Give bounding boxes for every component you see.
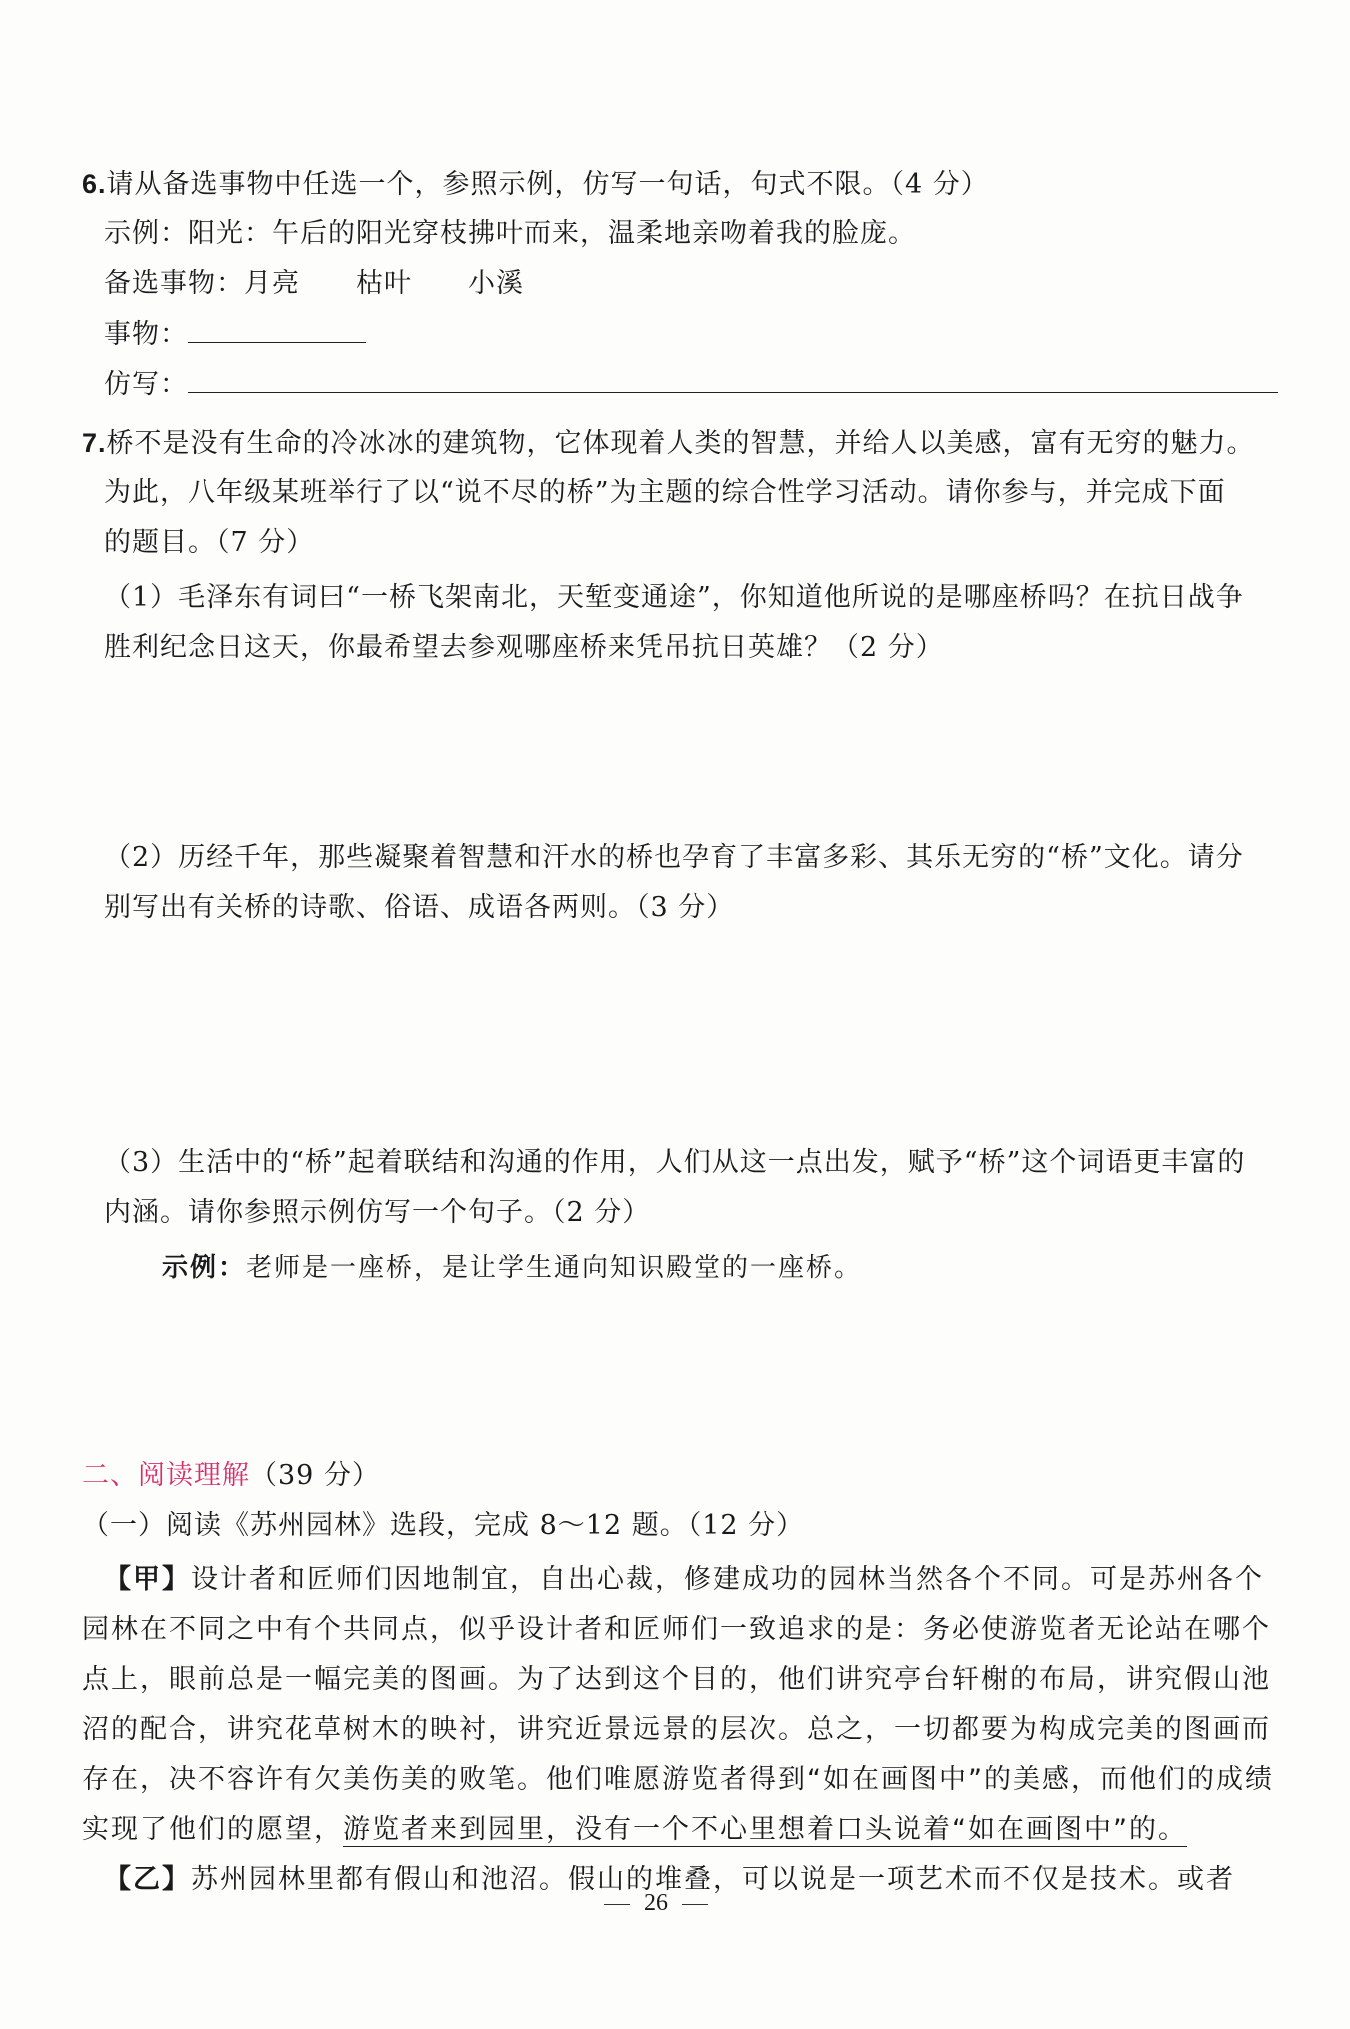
q6-imitate-row: [104, 366, 1278, 403]
q7-sub3-example: [162, 1250, 862, 1286]
q6-thing-label: 事物：: [104, 319, 188, 350]
q6-imitate-label: 仿写：: [104, 369, 188, 400]
section2-score: （39 分）: [250, 1460, 380, 1491]
q7-sub3-text: 内涵。请你参照示例仿写一个句子。（2 分）: [104, 1197, 651, 1228]
passage-yi-text: 苏州园林里都有假山和池沼。假山的堆叠，可以说是一项艺术而不仅是技术。或者: [191, 1864, 1235, 1895]
q6-thing-row: [104, 316, 366, 353]
q7-line-2: [104, 475, 1226, 511]
page-number: [590, 1890, 722, 1917]
q7-sub2-line-1: [104, 840, 1244, 876]
q6-options-label: 备选事物：: [104, 268, 244, 299]
q7-sub3-line-2: [104, 1195, 650, 1231]
q6-option: 枯叶: [356, 268, 412, 299]
q6-number: 6.: [82, 169, 107, 199]
section2-heading: [82, 1458, 380, 1494]
q7-line-1: [82, 425, 1255, 462]
section2-title: 二、阅读理解: [82, 1460, 250, 1491]
q7-sub1-line-2: [104, 630, 944, 666]
q7-sub3-example-label: 示例：: [162, 1253, 247, 1283]
q6-options: [104, 266, 580, 302]
passage-jia-text: 实现了他们的愿望，: [82, 1814, 343, 1845]
reading1-heading: [82, 1508, 804, 1544]
q6-imitate-blank[interactable]: [188, 366, 1278, 393]
q6-prompt-text: 请从备选事物中任选一个，参照示例，仿写一句话，句式不限。（4 分）: [106, 169, 989, 200]
dash-right: [682, 1904, 708, 1905]
passage-jia-text: 设计者和匠师们因地制宜，自出心裁，修建成功的园林当然各个不同。可是苏州各个: [191, 1564, 1264, 1595]
dash-left: [604, 1904, 630, 1905]
q7-text: 为此，八年级某班举行了以“说不尽的桥”为主题的综合性学习活动。请你参与，并完成下面: [104, 477, 1226, 508]
q7-text: 的题目。（7 分）: [104, 527, 315, 558]
q7-sub1-text: 胜利纪念日这天，你最希望去参观哪座桥来凭吊抗日英雄？（2 分）: [104, 632, 944, 663]
q6-thing-blank[interactable]: [188, 316, 366, 343]
passage-jia-text: 园林在不同之中有个共同点，似乎设计者和匠师们一致追求的是：务必使游览者无论站在哪个: [82, 1614, 1271, 1645]
q6-option: 小溪: [468, 268, 524, 299]
q6-option: 月亮: [244, 268, 300, 299]
passage-jia-line-2: [82, 1612, 1271, 1648]
passage-jia-text: 点上，眼前总是一幅完美的图画。为了达到这个目的，他们讲究亭台轩榭的布局，讲究假山池: [82, 1664, 1271, 1695]
q7-sub1-text: （1）毛泽东有词曰“一桥飞架南北，天堑变通途”，你知道他所说的是哪座桥吗？在抗日战争: [104, 582, 1244, 613]
q7-number: 7.: [82, 428, 107, 458]
q7-sub3-example-text: 老师是一座桥，是让学生通向知识殿堂的一座桥。: [246, 1253, 863, 1283]
passage-jia-line-4: [82, 1712, 1271, 1748]
q7-line-3: [104, 525, 314, 561]
passage-jia-underlined: 游览者来到园里，没有一个不心里想着口头说着“如在画图中”的。: [343, 1814, 1187, 1845]
q7-sub2-text: （2）历经千年，那些凝聚着智慧和汗水的桥也孕育了丰富多彩、其乐无穷的“桥”文化。请分: [104, 842, 1244, 873]
passage-jia-line-5: [82, 1762, 1274, 1798]
q7-sub2-text: 别写出有关桥的诗歌、俗语、成语各两则。（3 分）: [104, 892, 735, 923]
page-number-text: 26: [644, 1890, 668, 1916]
q7-text: 桥不是没有生命的冷冰冰的建筑物，它体现着人类的智慧，并给人以美感，富有无穷的魅力。: [106, 428, 1255, 459]
passage-yi-label: 【乙】: [104, 1864, 191, 1895]
q7-sub3-line-1: [104, 1145, 1245, 1181]
passage-jia-line-1: [104, 1562, 1264, 1598]
q7-sub1-line-1: [104, 580, 1244, 616]
passage-jia-text: 沼的配合，讲究花草树木的映衬，讲究近景远景的层次。总之，一切都要为构成完美的图画而: [82, 1714, 1271, 1745]
q7-sub2-line-2: [104, 890, 734, 926]
reading1-title: （一）阅读《苏州园林》选段，完成 8～12 题。（12 分）: [82, 1510, 805, 1541]
q6-example-text: 示例：阳光：午后的阳光穿枝拂叶而来，温柔地亲吻着我的脸庞。: [104, 218, 916, 249]
passage-jia-line-6: [82, 1812, 1187, 1848]
q7-sub3-text: （3）生活中的“桥”起着联结和沟通的作用，人们从这一点出发，赋予“桥”这个词语更丰富的: [104, 1147, 1246, 1178]
passage-jia-line-3: [82, 1662, 1271, 1698]
q6-prompt: [82, 166, 989, 203]
passage-jia-text: 存在，决不容许有欠美伤美的败笔。他们唯愿游览者得到“如在画图中”的美感，而他们的成绩: [82, 1764, 1274, 1795]
passage-jia-label: 【甲】: [104, 1564, 191, 1595]
q6-example: [104, 216, 916, 252]
